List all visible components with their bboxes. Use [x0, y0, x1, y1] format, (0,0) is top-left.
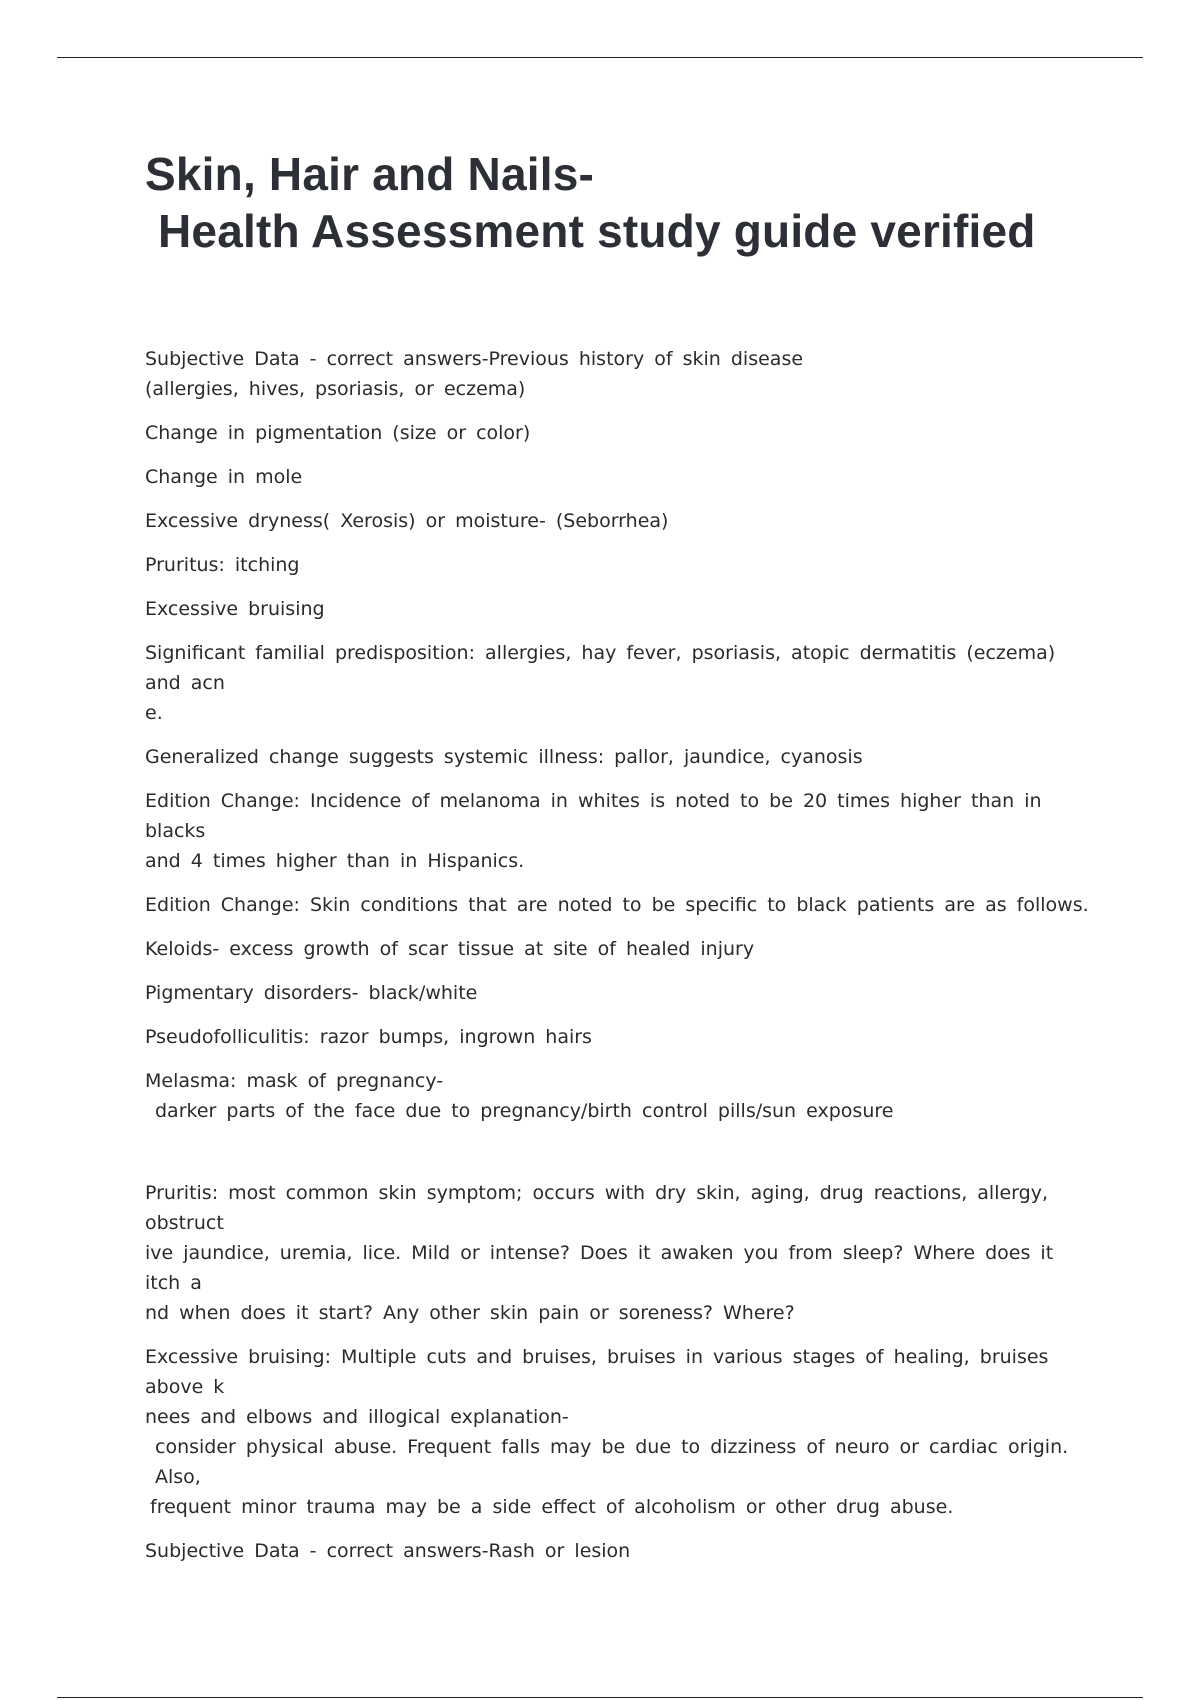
document-title — [145, 146, 1036, 260]
paragraph-bruising — [145, 594, 1090, 624]
text-line: Edition Change: Incidence of melanoma in whites is noted to be 20 times higher than in blacks — [145, 790, 1042, 842]
paragraph-bruising-detail — [145, 1342, 1090, 1522]
paragraph-pseudofolliculitis — [145, 1022, 1090, 1052]
text-line: Pseudofolliculitis: razor bumps, ingrown hairs — [145, 1026, 592, 1048]
document-body — [145, 344, 1090, 1580]
paragraph-skin-conditions — [145, 890, 1090, 920]
text-line: e. — [145, 702, 163, 724]
paragraph-pigmentation — [145, 418, 1090, 448]
text-line: and 4 times higher than in Hispanics. — [145, 850, 525, 872]
text-line: Keloids- excess growth of scar tissue at site of healed injury — [145, 938, 755, 960]
text-line: Pigmentary disorders- black/white — [145, 982, 478, 1004]
text-line: Excessive bruising — [145, 598, 325, 620]
text-line: Melasma: mask of pregnancy- — [145, 1070, 444, 1092]
text-line: darker parts of the face due to pregnancy/birth control pills/sun exposure — [155, 1100, 894, 1122]
paragraph-mole — [145, 462, 1090, 492]
paragraph-pruritis-detail — [145, 1178, 1090, 1328]
paragraph-melasma — [145, 1066, 1090, 1126]
text-line: Generalized change suggests systemic illness: pallor, jaundice, cyanosis — [145, 746, 863, 768]
text-line: Subjective Data - correct answers-Rash or lesion — [145, 1540, 631, 1562]
text-line: consider physical abuse. Frequent falls may be due to dizziness of neuro or cardiac origin. Also, — [155, 1436, 1069, 1488]
title-line-2: Health Assessment study guide verified — [158, 205, 1036, 257]
title-line-1: Skin, Hair and Nails- — [145, 148, 594, 200]
paragraph-familial — [145, 638, 1090, 728]
text-line: (allergies, hives, psoriasis, or eczema) — [145, 378, 526, 400]
paragraph-pruritus — [145, 550, 1090, 580]
top-rule — [57, 57, 1143, 58]
text-line: Change in pigmentation (size or color) — [145, 422, 531, 444]
text-line: ive jaundice, uremia, lice. Mild or intense? Does it awaken you from sleep? Where does it itch a — [145, 1242, 1054, 1294]
text-line: Subjective Data - correct answers-Previous history of skin disease — [145, 348, 804, 370]
paragraph-subjective-rash — [145, 1536, 1090, 1566]
bottom-rule — [57, 1697, 1143, 1698]
text-line: nd when does it start? Any other skin pain or soreness? Where? — [145, 1302, 795, 1324]
text-line: nees and elbows and illogical explanation- — [145, 1406, 569, 1428]
paragraph-pigmentary — [145, 978, 1090, 1008]
text-line: Pruritus: itching — [145, 554, 300, 576]
text-line: Edition Change: Skin conditions that are noted to be specific to black patients are as follows. — [145, 894, 1089, 916]
paragraph-melanoma-incidence — [145, 786, 1090, 876]
paragraph-keloids — [145, 934, 1090, 964]
text-line: Pruritis: most common skin symptom; occurs with dry skin, aging, drug reactions, allergy, obstruct — [145, 1182, 1048, 1234]
text-line: Change in mole — [145, 466, 303, 488]
text-line: Excessive bruising: Multiple cuts and bruises, bruises in various stages of healing, bruises above k — [145, 1346, 1049, 1398]
paragraph-subjective-history — [145, 344, 1090, 404]
text-line: frequent minor trauma may be a side effect of alcoholism or other drug abuse. — [150, 1496, 954, 1518]
paragraph-generalized-change — [145, 742, 1090, 772]
paragraph-dryness — [145, 506, 1090, 536]
text-line: Significant familial predisposition: allergies, hay fever, psoriasis, atopic dermatitis (eczema) and acn — [145, 642, 1056, 694]
text-line: Excessive dryness( Xerosis) or moisture- (Seborrhea) — [145, 510, 669, 532]
